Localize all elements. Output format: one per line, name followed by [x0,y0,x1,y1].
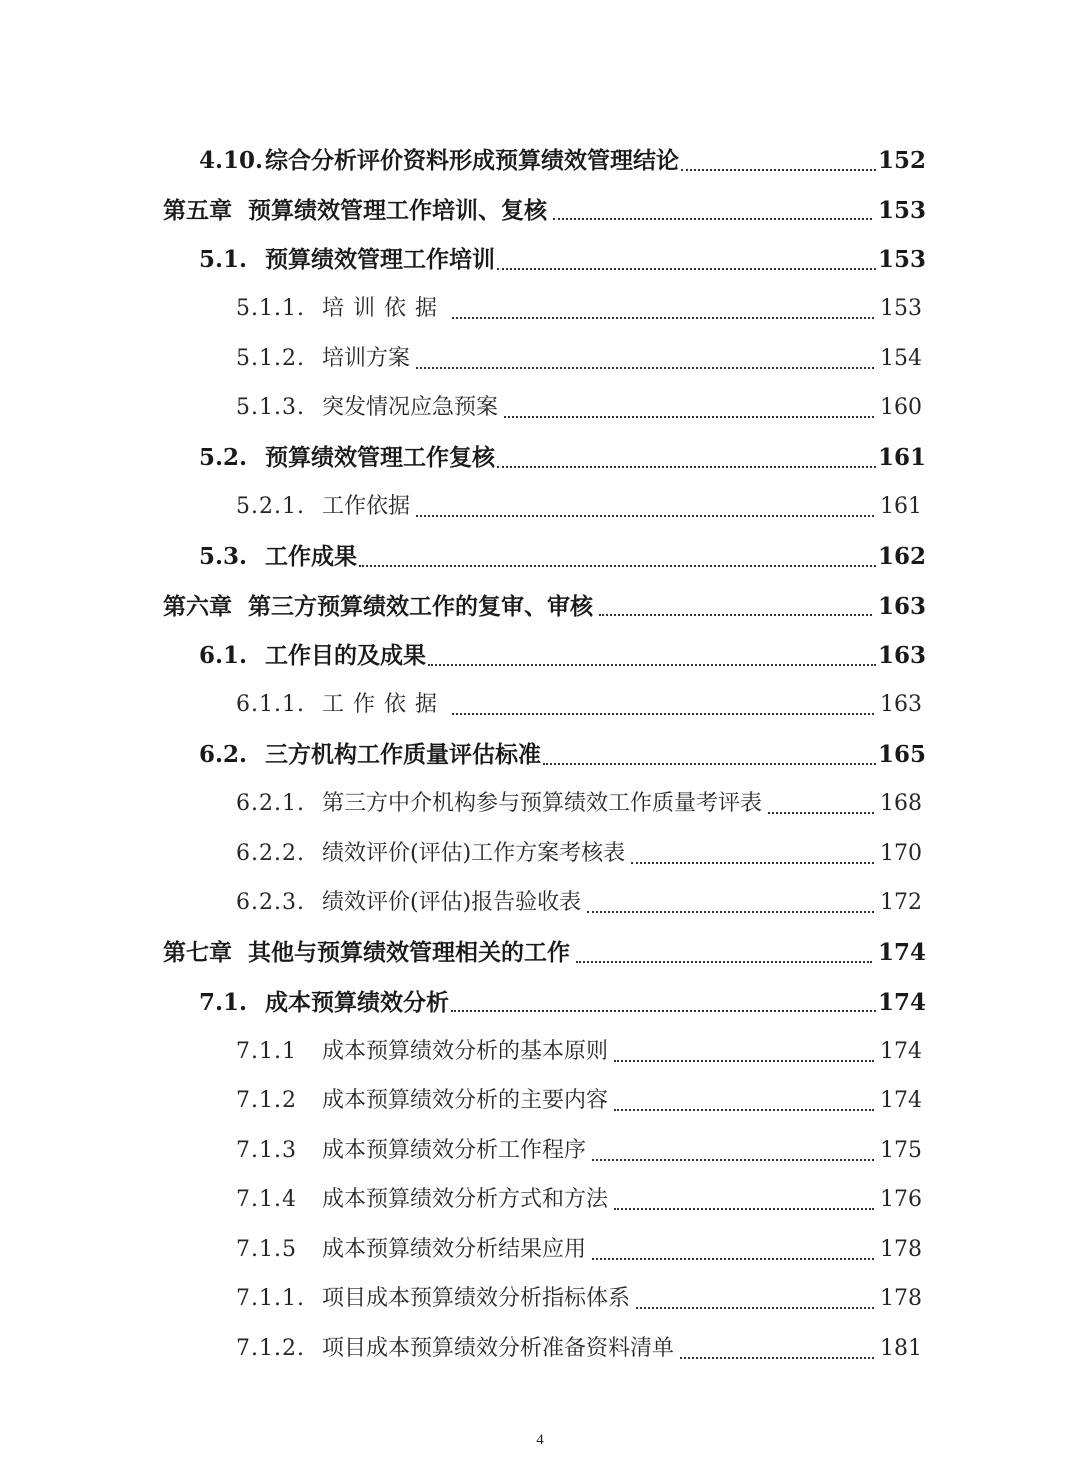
toc-entry[interactable] [0,433,1080,483]
dot-leader [416,367,874,369]
toc-entry-page: 174 [878,988,927,1016]
toc-entry[interactable] [0,1077,1080,1127]
toc-entry-page: 176 [880,1187,922,1213]
toc-entry-page: 175 [880,1137,922,1163]
toc-entry-page: 160 [880,395,922,421]
toc-entry[interactable] [0,532,1080,582]
dot-leader [504,416,874,418]
toc-entry[interactable] [0,780,1080,830]
toc-entry-page: 163 [878,642,927,670]
dot-leader [428,664,876,666]
toc-entry-number: 6.2. [199,741,248,769]
dot-leader [614,1109,874,1111]
dot-leader [497,268,876,270]
toc-entry-page: 174 [880,1088,922,1114]
toc-entry-number: 5.1. [199,246,248,274]
toc-entry-number: 7.1. [199,988,248,1016]
toc-entry-page: 153 [880,296,922,322]
dot-leader [451,1010,876,1012]
toc-entry[interactable] [0,1126,1080,1176]
toc-entry-title: 成本预算绩效分析 [265,988,449,1016]
dot-leader [416,515,874,517]
toc-entry-page: 168 [880,791,922,817]
toc-entry[interactable] [0,928,1080,978]
toc-entry-page: 153 [878,196,927,224]
toc-entry-title: 工作目的及成果 [265,642,426,670]
toc-entry-page: 152 [878,147,927,175]
toc-entry-title: 第三方中介机构参与预算绩效工作质量考评表 [322,791,763,817]
toc-entry[interactable] [0,879,1080,929]
toc-entry-title: 成本预算绩效分析结果应用 [322,1236,587,1262]
toc-entry[interactable] [0,1027,1080,1077]
toc-entry-title: 突发情况应急预案 [322,395,499,421]
dot-leader [497,466,876,468]
toc-entry-page: 170 [880,840,922,866]
toc-entry-title: 第三方预算绩效工作的复审、审核 [248,592,593,620]
toc-entry-page: 161 [880,494,922,520]
toc-entry[interactable] [0,1176,1080,1226]
toc-entry-page: 178 [880,1236,922,1262]
toc-entry-title: 综合分析评价资料形成预算绩效管理结论 [265,147,679,175]
toc-entry-title: 培训方案 [322,345,411,371]
dot-leader [631,862,874,864]
toc-entry[interactable] [0,582,1080,632]
toc-entry[interactable] [0,631,1080,681]
dot-leader [592,1159,874,1161]
toc-entry-title: 预算绩效管理工作复核 [265,444,495,472]
toc-entry-number: 5.1.1. [236,296,305,322]
toc-entry[interactable] [0,285,1080,335]
toc-entry-number: 5.1.3. [236,395,305,421]
table-of-contents [0,136,1080,1374]
toc-entry[interactable] [0,334,1080,384]
toc-entry-title: 其他与预算绩效管理相关的工作 [248,939,570,967]
toc-entry-number: 7.1.5 [236,1236,297,1262]
toc-entry-title: 工作成果 [265,543,357,571]
toc-entry-number: 第七章 [163,939,232,967]
toc-entry-number: 6.2.2. [236,840,305,866]
toc-entry[interactable] [0,1275,1080,1325]
toc-entry-title: 绩效评价(评估)报告验收表 [322,890,582,916]
toc-entry-number: 第五章 [163,196,232,224]
dot-leader [681,169,876,171]
toc-entry-number: 5.2.1. [236,494,305,520]
toc-entry[interactable] [0,186,1080,236]
toc-entry-number: 4.10. [199,147,264,175]
toc-entry-page: 154 [880,345,922,371]
toc-entry-number: 5.1.2. [236,345,305,371]
toc-entry[interactable] [0,978,1080,1028]
toc-entry-title: 成本预算绩效分析方式和方法 [322,1187,609,1213]
toc-entry[interactable] [0,384,1080,434]
toc-entry-title: 成本预算绩效分析的基本原则 [322,1038,609,1064]
toc-entry-page: 163 [880,692,922,718]
toc-entry-title: 工作依据 [322,494,411,520]
toc-entry-number: 7.1.1. [236,1286,305,1312]
toc-entry-number: 5.3. [199,543,248,571]
dot-leader [359,565,876,567]
toc-entry[interactable] [0,1324,1080,1374]
dot-leader [543,763,876,765]
page-number: 4 [536,1432,544,1448]
toc-entry-number: 7.1.2. [236,1335,305,1361]
toc-entry-number: 7.1.4 [236,1187,297,1213]
dot-leader [452,713,874,715]
toc-entry-title: 绩效评价(评估)工作方案考核表 [322,840,626,866]
toc-entry[interactable] [0,730,1080,780]
toc-entry-page: 181 [880,1335,922,1361]
toc-entry-number: 7.1.1 [236,1038,297,1064]
toc-entry-title: 项目成本预算绩效分析准备资料清单 [322,1335,675,1361]
dot-leader [636,1307,874,1309]
toc-entry-number: 7.1.3 [236,1137,297,1163]
toc-entry-title: 项目成本预算绩效分析指标体系 [322,1286,631,1312]
toc-entry[interactable] [0,1225,1080,1275]
toc-entry-number: 6.1.1. [236,692,305,718]
toc-entry-number: 6.2.1. [236,791,305,817]
toc-entry[interactable] [0,681,1080,731]
toc-entry[interactable] [0,829,1080,879]
dot-leader [553,218,872,220]
toc-entry-page: 174 [880,1038,922,1064]
toc-entry-title: 预算绩效管理工作培训 [265,246,495,274]
toc-entry-page: 163 [878,592,927,620]
toc-entry-page: 162 [878,543,927,571]
dot-leader [576,961,872,963]
dot-leader [614,1060,874,1062]
toc-entry-title: 三方机构工作质量评估标准 [265,741,541,769]
toc-entry-page: 174 [878,939,927,967]
toc-entry-number: 6.2.3. [236,890,305,916]
toc-entry[interactable] [0,235,1080,285]
dot-leader [614,1208,874,1210]
toc-entry-title: 成本预算绩效分析工作程序 [322,1137,587,1163]
toc-entry-number: 6.1. [199,642,248,670]
toc-entry-page: 153 [878,246,927,274]
dot-leader [599,614,872,616]
toc-entry-title: 预算绩效管理工作培训、复核 [248,196,547,224]
dot-leader [452,317,874,319]
toc-entry-number: 7.1.2 [236,1088,297,1114]
dot-leader [592,1258,874,1260]
toc-entry-title: 培训依据 [322,296,447,322]
toc-entry-page: 178 [880,1286,922,1312]
toc-entry[interactable] [0,483,1080,533]
toc-entry[interactable] [0,136,1080,186]
toc-entry-title: 成本预算绩效分析的主要内容 [322,1088,609,1114]
dot-leader [680,1357,874,1359]
dot-leader [587,911,874,913]
toc-entry-number: 5.2. [199,444,248,472]
dot-leader [768,812,874,814]
toc-entry-number: 第六章 [163,592,232,620]
toc-entry-page: 165 [878,741,927,769]
toc-entry-title: 工作依据 [322,692,447,718]
toc-entry-page: 161 [878,444,927,472]
toc-entry-page: 172 [880,890,922,916]
